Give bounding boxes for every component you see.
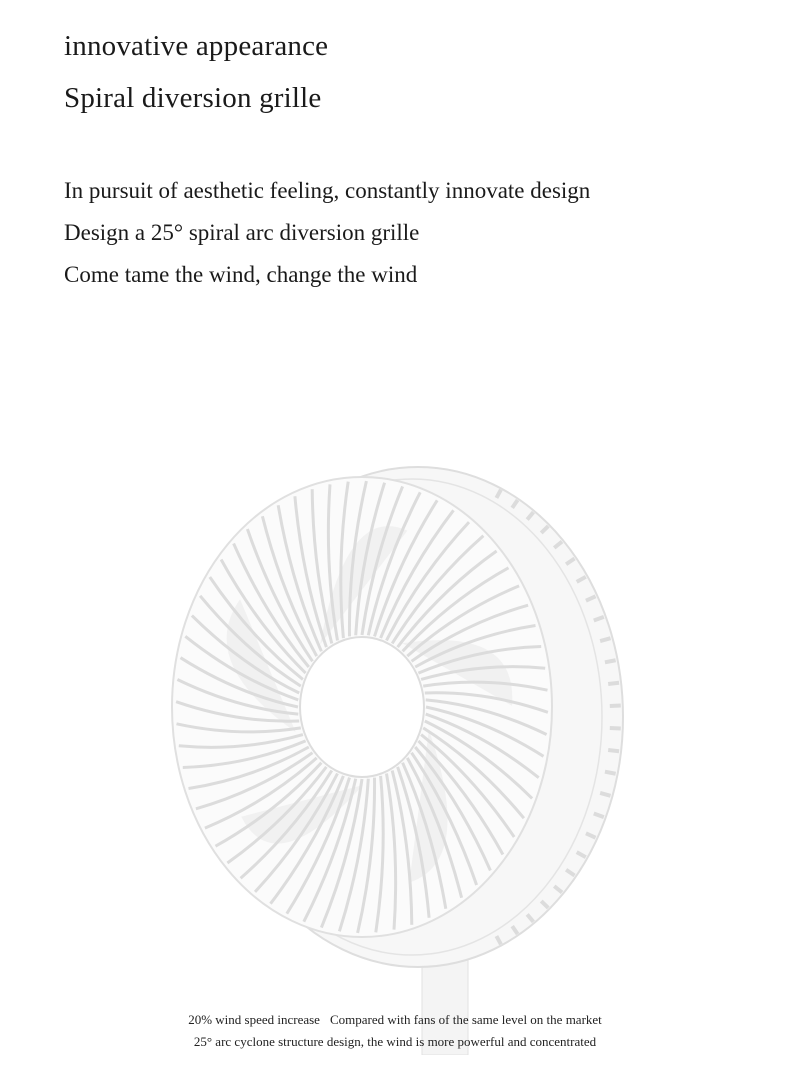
description-line-1: In pursuit of aesthetic feeling, constantly innovate design [64, 178, 591, 203]
rim-vent [608, 683, 619, 684]
rim-vent [600, 638, 610, 641]
caption-comparison: Compared with fans of the same level on the market [329, 1012, 602, 1027]
caption-line-2: 25° arc cyclone structure design, the wind is more powerful and concentrated [193, 1034, 597, 1049]
description-line-3: Come tame the wind, change the wind [64, 262, 418, 287]
page-title: innovative appearance [64, 30, 329, 62]
page-subtitle: Spiral diversion grille [64, 82, 322, 114]
fan-hub [300, 637, 424, 777]
rim-vent [605, 660, 616, 662]
rim-vent [605, 772, 616, 774]
fan-icon [150, 455, 640, 1055]
fan-product-image [150, 455, 640, 1055]
rim-vent [600, 793, 610, 796]
caption-line-1 [0, 1012, 790, 1028]
description-line-2: Design a 25° spiral arc diversion grille [64, 220, 420, 245]
rim-vent [608, 750, 619, 751]
caption-wind-speed: 20% wind speed increase [188, 1012, 320, 1027]
